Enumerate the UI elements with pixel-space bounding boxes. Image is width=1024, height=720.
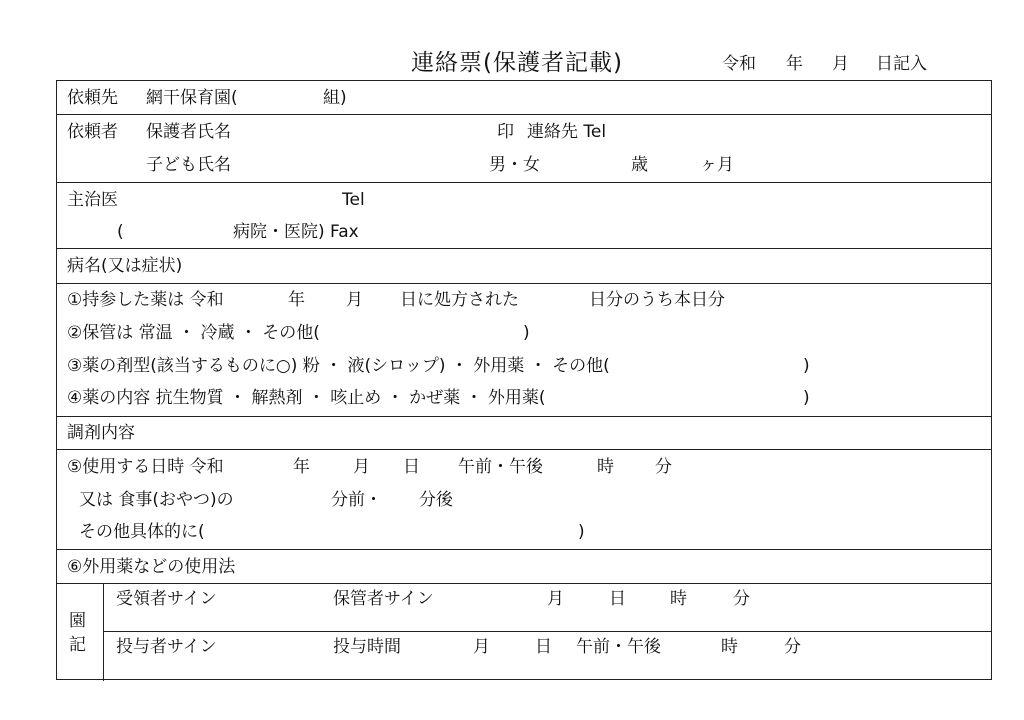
guardian-name-label: 保護者氏名 (146, 122, 231, 142)
medicine-type-close-paren: ) (803, 388, 810, 408)
contact-form (56, 80, 992, 680)
divider (57, 182, 991, 183)
given-hour: 時 (721, 637, 738, 657)
divider (103, 583, 104, 681)
topical-usage-label: ⑥外用薬などの使用法 (67, 557, 236, 577)
storage-line: ②保管は 常温 ・ 冷蔵 ・ その他( (67, 323, 320, 343)
nursery-record-label: 園 (69, 611, 86, 631)
given-day: 日 (535, 637, 552, 657)
form-title: 連絡票(保護者記載) (411, 50, 623, 76)
given-time-label: 投与時間 (333, 637, 401, 657)
usage-ampm: 午前・午後 (458, 457, 543, 477)
date-year: 年 (786, 54, 803, 74)
prescribed-day: 日に処方された (400, 290, 519, 310)
given-ampm: 午前・午後 (576, 637, 661, 657)
doctor-label: 主治医 (67, 190, 118, 210)
received-month: 月 (547, 589, 564, 609)
received-day: 日 (609, 589, 626, 609)
date-month: 月 (832, 54, 849, 74)
divider (57, 449, 991, 450)
usage-meal-line: 又は 食事(おやつ)の (79, 490, 234, 510)
age-years: 歳 (631, 155, 648, 175)
child-name-label: 子ども氏名 (146, 155, 231, 175)
divider (57, 248, 991, 249)
prescribed-month: 月 (346, 290, 363, 310)
preparation-label: 調剤内容 (67, 423, 135, 443)
contact-tel-label: 連絡先 Tel (527, 122, 607, 142)
requestee-label: 依頼先 (67, 88, 118, 108)
receiver-sign-label: 受領者サイン (116, 589, 217, 609)
doctor-tel-label: Tel (342, 190, 365, 210)
given-month: 月 (473, 637, 490, 657)
date-day-written: 日記入 (876, 54, 927, 74)
usage-minutes-after: 分後 (419, 490, 453, 510)
nursery-name: 網干保育園( (146, 88, 238, 108)
received-minute: 分 (733, 589, 750, 609)
usage-other-close-paren: ) (578, 522, 585, 542)
usage-line-1: ⑤使用する日時 令和 (67, 457, 224, 477)
divider (103, 631, 991, 632)
usage-minutes-before: 分前・ (331, 490, 382, 510)
nursery-record-label: 記 (69, 635, 86, 655)
medicine-line-1: ①持参した薬は 令和 (67, 290, 224, 310)
dosage-form-line: ③薬の剤型(該当するものに○) 粉 ・ 液(シロップ) ・ 外用薬 ・ その他( (67, 356, 610, 376)
usage-hour: 時 (597, 457, 614, 477)
given-minute: 分 (784, 637, 801, 657)
divider (57, 416, 991, 417)
giver-sign-label: 投与者サイン (116, 637, 217, 657)
usage-day: 日 (403, 457, 420, 477)
storage-close-paren: ) (523, 323, 530, 343)
age-months: ヶ月 (700, 155, 734, 175)
usage-year: 年 (293, 457, 310, 477)
requester-label: 依頼者 (67, 122, 118, 142)
sex-choice: 男・女 (489, 155, 540, 175)
usage-minute: 分 (655, 457, 672, 477)
hospital-open-paren: ( (117, 222, 124, 242)
days-supply: 日分のうち本日分 (589, 290, 725, 310)
class-suffix: 組) (323, 88, 347, 108)
divider (57, 549, 991, 550)
hospital-fax-label: 病院・医院) Fax (233, 222, 359, 242)
keeper-sign-label: 保管者サイン (333, 589, 434, 609)
prescribed-year: 年 (288, 290, 305, 310)
seal-mark: 印 (497, 122, 514, 142)
received-hour: 時 (670, 589, 687, 609)
divider (57, 283, 991, 284)
dosage-form-close-paren: ) (803, 356, 810, 376)
medicine-type-line: ④薬の内容 抗生物質 ・ 解熱剤 ・ 咳止め ・ かぜ薬 ・ 外用薬( (67, 388, 546, 408)
date-era: 令和 (722, 54, 756, 74)
illness-label: 病名(又は症状) (67, 256, 183, 276)
divider (57, 583, 991, 584)
usage-month: 月 (353, 457, 370, 477)
divider (57, 114, 991, 115)
usage-other-line: その他具体的に( (79, 522, 205, 542)
